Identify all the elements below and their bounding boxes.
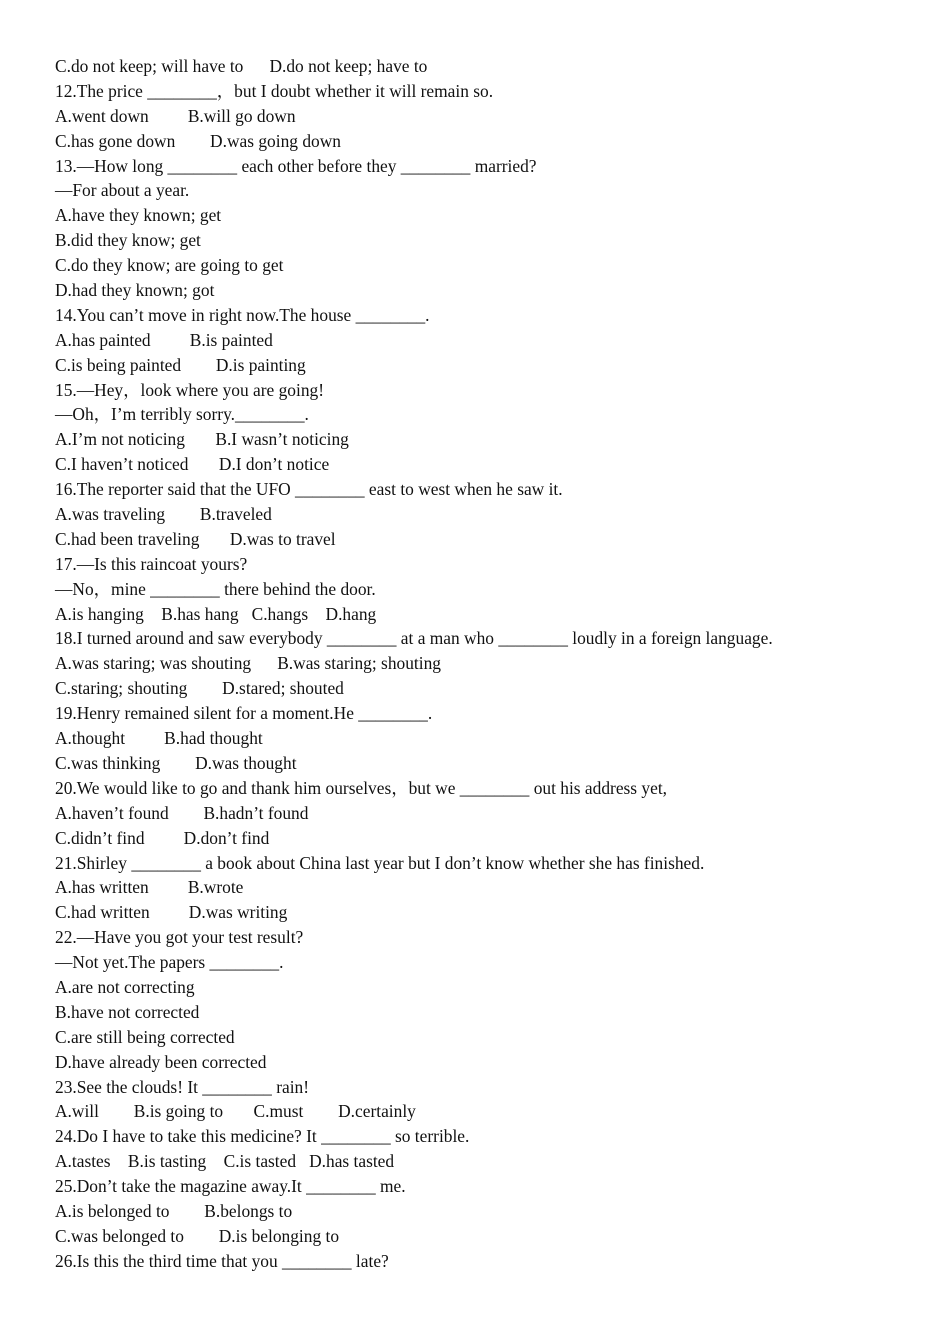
option-line: D.had they known; got (55, 280, 215, 301)
option-line: A.will B.is going to C.must D.certainly (55, 1101, 416, 1122)
option-line: C.staring; shouting D.stared; shouted (55, 678, 344, 699)
option-line: C.had written D.was writing (55, 902, 288, 923)
dialogue-line: —Oh，I’m terribly sorry.________. (55, 404, 309, 425)
option-line: A.I’m not noticing B.I wasn’t noticing (55, 429, 349, 450)
option-line: C.are still being corrected (55, 1026, 235, 1047)
option-line: C.had been traveling D.was to travel (55, 528, 336, 549)
option-line: C.didn’t find D.don’t find (55, 827, 270, 848)
option-line: C.has gone down D.was going down (55, 130, 341, 151)
dialogue-line: —No，mine ________ there behind the door. (55, 578, 376, 599)
option-line: A.thought B.had thought (55, 728, 263, 749)
dialogue-line: —For about a year. (55, 180, 190, 201)
option-line: A.has written B.wrote (55, 877, 244, 898)
question-14: 14.You can’t move in right now.The house ________. (55, 304, 430, 325)
option-line: A.has painted B.is painted (55, 329, 273, 350)
question-13: 13.—How long ________ each other before they ________ married? (55, 155, 537, 176)
option-line: C.was thinking D.was thought (55, 752, 297, 773)
option-line: A.haven’t found B.hadn’t found (55, 802, 309, 823)
question-16: 16.The reporter said that the UFO ________ east to west when he saw it. (55, 479, 563, 500)
option-line: A.is belonged to B.belongs to (55, 1200, 293, 1221)
option-line: C.is being painted D.is painting (55, 354, 306, 375)
option-line: A.was staring; was shouting B.was staring; shouting (55, 653, 441, 674)
question-24: 24.Do I have to take this medicine? It ________ so terrible. (55, 1126, 470, 1147)
option-line: D.have already been corrected (55, 1051, 267, 1072)
question-12: 12.The price ________，but I doubt whether it will remain so. (55, 80, 494, 101)
question-15: 15.—Hey，look where you are going! (55, 379, 325, 400)
option-line: C.I haven’t noticed D.I don’t notice (55, 454, 330, 475)
option-line: A.was traveling B.traveled (55, 504, 272, 525)
option-line: A.tastes B.is tasting C.is tasted D.has tasted (55, 1151, 395, 1172)
option-line: C.was belonged to D.is belonging to (55, 1225, 340, 1246)
option-line: A.have they known; get (55, 205, 222, 226)
dialogue-line: —Not yet.The papers ________. (55, 952, 284, 973)
option-line: B.did they know; get (55, 230, 201, 251)
option-line: B.have not corrected (55, 1001, 200, 1022)
question-22: 22.—Have you got your test result? (55, 927, 304, 948)
option-line: C.do they know; are going to get (55, 255, 284, 276)
question-21: 21.Shirley ________ a book about China last year but I don’t know whether she has finished. (55, 852, 705, 873)
text-line: C.do not keep; will have to D.do not keep; have to (55, 56, 428, 76)
question-19: 19.Henry remained silent for a moment.He ________. (55, 703, 433, 724)
option-line: A.went down B.will go down (55, 105, 296, 126)
document-page (55, 54, 915, 1274)
option-line: A.is hanging B.has hang C.hangs D.hang (55, 603, 377, 624)
option-line: A.are not correcting (55, 976, 195, 997)
question-18: 18.I turned around and saw everybody ________ at a man who ________ loudly in a foreign language. (55, 628, 773, 649)
question-26: 26.Is this the third time that you ________ late? (55, 1250, 389, 1271)
question-23: 23.See the clouds! It ________ rain! (55, 1076, 310, 1097)
question-25: 25.Don’t take the magazine away.It ________ me. (55, 1176, 406, 1197)
question-17: 17.—Is this raincoat yours? (55, 553, 248, 574)
question-20: 20.We would like to go and thank him ourselves，but we ________ out his address yet, (55, 777, 668, 798)
